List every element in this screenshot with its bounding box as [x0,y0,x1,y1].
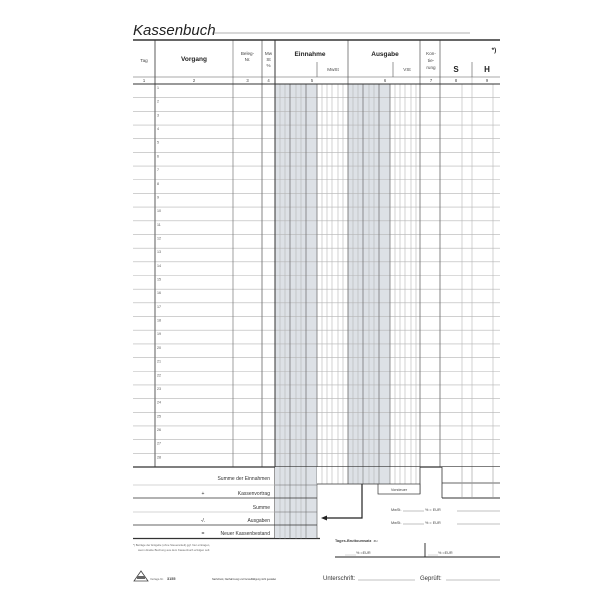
table-row[interactable] [133,453,500,467]
table-row[interactable] [133,180,500,194]
table-row[interactable] [133,248,500,262]
row-number: 1 [157,86,159,90]
arrow-left-icon [321,516,327,521]
header-h: H [484,65,490,74]
table-row[interactable] [133,276,500,290]
column-number: 1 [142,78,146,83]
tages-right-eur: % =EUR [438,551,453,555]
geprueft-label: Geprüft: [420,576,442,582]
header-vorgang: Vorgang [181,56,207,63]
neuer-kassenbestand-label: Neuer Kassenbestand [220,531,270,537]
header-einnahme: Einnahme [294,51,326,58]
table-row[interactable] [133,193,500,207]
form-title: Kassenbuch [133,22,216,39]
row-number: 13 [157,250,161,255]
table-row[interactable] [133,152,500,166]
row-number: 6 [157,154,159,159]
column-number: 2 [192,78,196,83]
table-row[interactable] [133,317,500,331]
table-row[interactable] [133,125,500,139]
column-number: 4 [267,78,270,83]
publisher-logo [134,571,148,581]
row-number: 17 [157,304,161,309]
header-mwst-1: Mw [264,51,273,56]
row-number: 15 [157,277,161,282]
copyright-notice: Nachdruck, Nachahmung und Vervielfältigung nicht gestattet [212,578,277,581]
footnote-line-2: wenn direkte Buchung aus dem Kassenbuch erfolgen soll. [138,548,210,552]
header-tag: Tag [140,58,148,63]
table-row[interactable] [133,358,500,372]
table-row[interactable] [133,221,500,235]
header-kont-1: Kon- [426,51,436,56]
table-row[interactable] [133,399,500,413]
row-number: 26 [157,427,161,432]
row-number: 7 [157,168,159,173]
row-number: 24 [157,400,161,405]
table-row[interactable] [133,234,500,248]
header-kont-3: rung [426,65,436,70]
footnote-line-1: *) Beträge der Entgelte (ohne Steueranteil) ggf. hier eintragen, [133,543,211,547]
table-row[interactable] [133,344,500,358]
row-number: 9 [157,195,159,200]
mwst-line-2-label: MwSt. [391,521,402,525]
table-row[interactable] [133,84,500,98]
mwst-line-1-label: MwSt. [391,508,402,512]
minus-sign: -/. [200,518,206,524]
column-number: 7 [429,78,433,83]
summe-einnahmen-label: Summe der Einnahmen [217,476,270,482]
table-row[interactable] [133,371,500,385]
table-row[interactable] [133,139,500,153]
row-number: 3 [157,113,159,118]
table-row[interactable] [133,289,500,303]
header-kont-2: tie- [427,58,435,63]
row-number: 25 [157,414,161,419]
verlags-number: 3155 [167,577,176,581]
sh-box-bg [442,467,500,497]
table-row[interactable] [133,385,500,399]
mwst-line-2-eur: % = EUR [425,521,441,525]
row-number: 8 [157,181,159,186]
unterschrift-label: Unterschrift: [323,576,356,582]
table-row[interactable] [133,426,500,440]
table-row[interactable] [133,166,500,180]
row-number: 19 [157,332,161,337]
plus-sign: + [201,491,205,497]
row-number: 22 [157,373,161,378]
row-number: 21 [157,359,161,364]
row-number: 20 [157,345,161,350]
header-beleg-1: Beleg- [240,51,255,56]
header-s: S [453,65,459,74]
header-beleg-2: Nr. [244,57,251,62]
table-row[interactable] [133,303,500,317]
verlags-label: Verlags-Nr. [150,577,164,581]
summe-label: Summe [252,505,270,511]
column-number: 8 [454,78,458,83]
row-number: 4 [157,127,159,132]
row-number: 14 [157,263,161,268]
vorsteuer-label: Vorsteuer [390,488,408,492]
tages-label-rest: zu [373,539,378,543]
row-number: 10 [157,209,161,214]
header-ausgabe-vst: VSt [403,67,411,72]
tages-bruttoumsatz [335,539,500,557]
table-row[interactable] [133,98,500,112]
row-number: 27 [157,441,161,446]
table-row[interactable] [133,111,500,125]
row-number: 5 [157,140,159,145]
column-number: 9 [485,78,489,83]
column-numbers [143,78,489,83]
header-einnahme-mwst: MwSt [327,67,339,72]
table-row[interactable] [133,262,500,276]
row-number: 23 [157,386,161,391]
mwst-line-1-eur: % = EUR [425,508,441,512]
logo-band [137,576,145,579]
summary-section [133,467,500,539]
tages-left-eur: % =EUR [356,551,371,555]
row-number: 28 [157,455,161,460]
column-number: 5 [310,78,314,83]
row-number: 18 [157,318,161,323]
entry-rows [133,84,500,467]
table-row[interactable] [133,330,500,344]
tages-label [335,539,377,543]
column-number: 3 [246,78,249,83]
header-footnote-mark: *) [491,47,497,54]
ausgaben-label: Ausgaben [247,518,270,524]
row-number: 2 [157,99,159,104]
table-row[interactable] [133,412,500,426]
header-mwst-2: St [266,57,271,62]
equals-sign: = [201,531,205,537]
row-number: 11 [157,222,161,227]
footer [134,571,500,582]
tages-label-bold: Tages-Bruttoumsatz [335,539,372,543]
row-number: 12 [157,236,161,241]
header-mwst-3: % [266,63,271,68]
table-row[interactable] [133,440,500,454]
transfer-arrow-line [326,484,362,518]
column-number: 6 [383,78,387,83]
table-row[interactable] [133,207,500,221]
header-ausgabe: Ausgabe [371,51,399,58]
row-number: 16 [157,291,161,296]
kassenvortrag-label: Kassenvortrag [237,491,270,497]
